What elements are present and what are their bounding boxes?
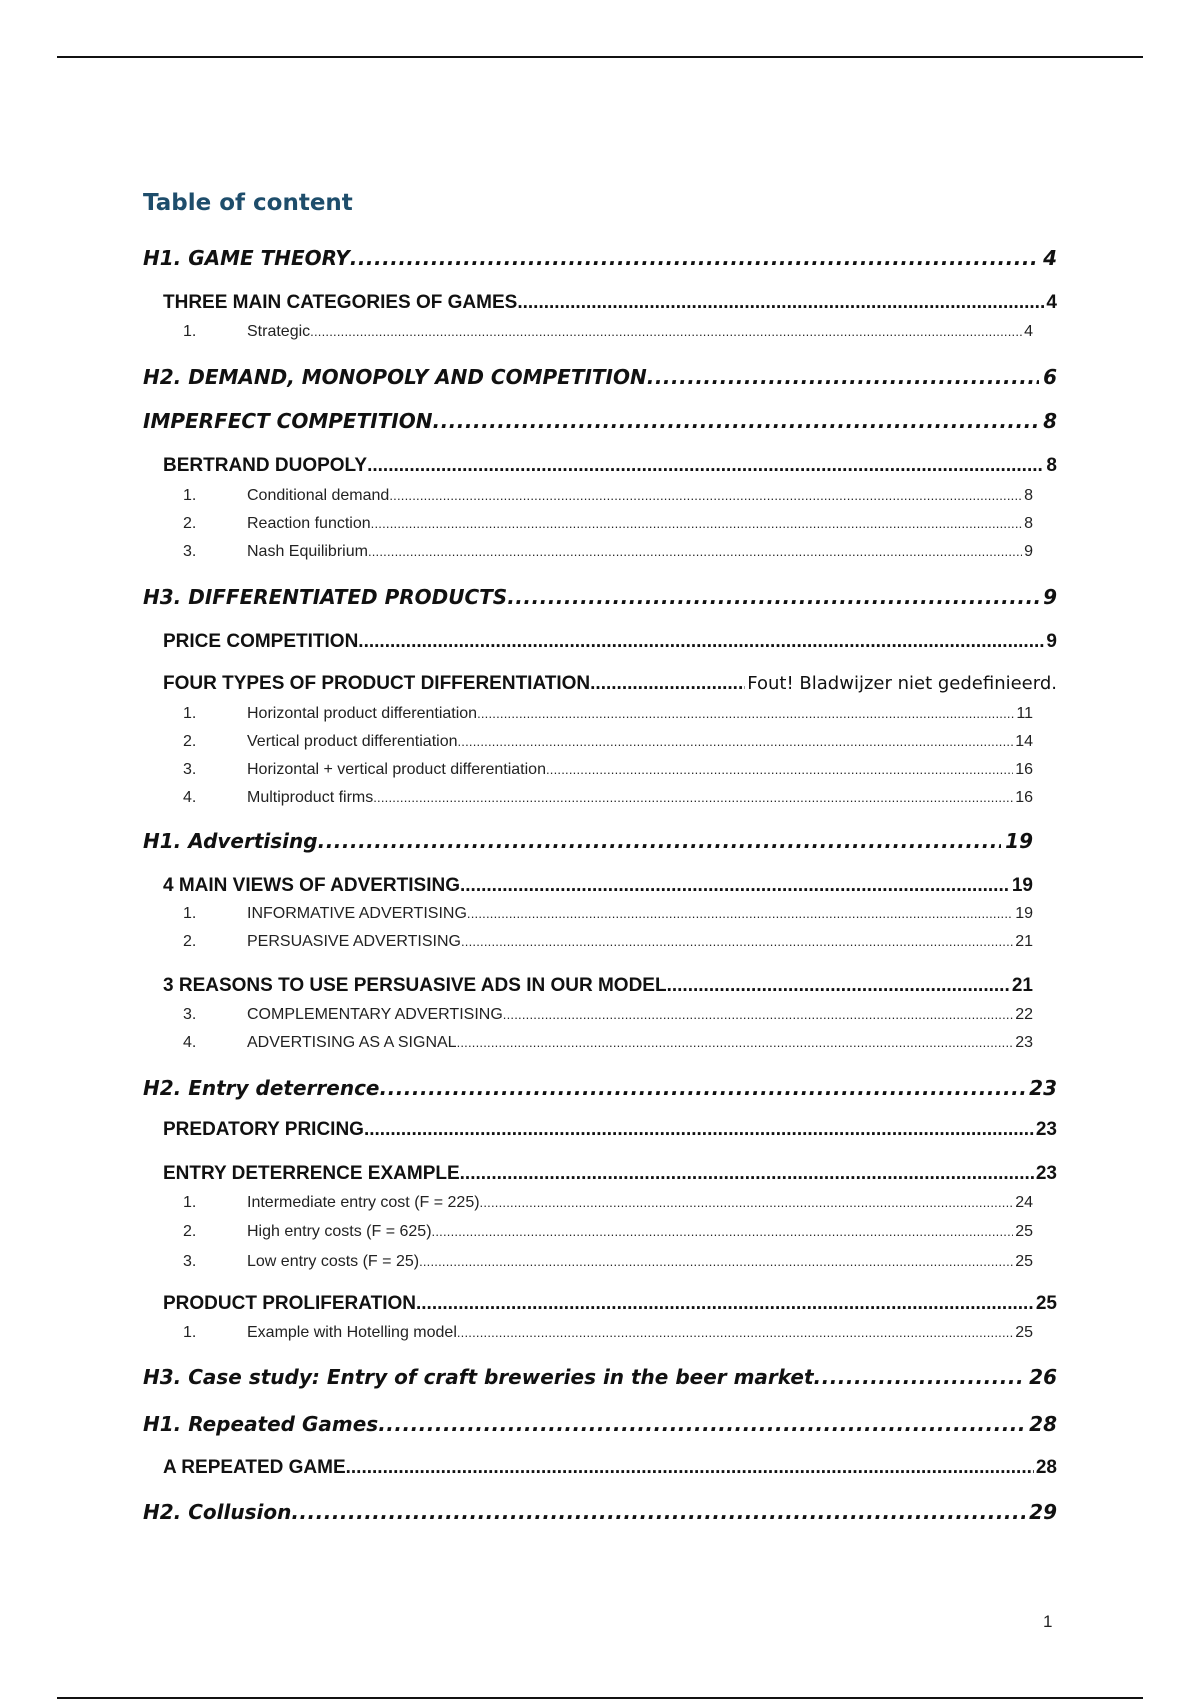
- leader-dots: [378, 1412, 1025, 1436]
- toc-entry-item[interactable]: [183, 515, 1033, 533]
- toc-entry-text: BERTRAND DUOPOLY: [163, 455, 368, 476]
- toc-entry-text: High entry costs (F = 625): [247, 1223, 432, 1240]
- toc-entry-h[interactable]: [143, 409, 1057, 433]
- toc-entry-section[interactable]: [163, 875, 1033, 897]
- toc-entry-text: PREDATORY PRICING: [163, 1119, 364, 1140]
- toc-entry-item[interactable]: [183, 1006, 1033, 1024]
- page-number: 1: [1043, 1612, 1053, 1631]
- toc-entry-number: 1.: [183, 487, 197, 504]
- toc-entry-text: H1. Advertising: [143, 829, 318, 853]
- toc-entry-item[interactable]: [183, 933, 1033, 951]
- toc-entry-page: 19: [1005, 829, 1033, 853]
- toc-entry-text: FOUR TYPES OF PRODUCT DIFFERENTIATION: [163, 673, 591, 694]
- toc-entry-text: INFORMATIVE ADVERTISING: [247, 905, 467, 922]
- toc-entry-item[interactable]: [183, 487, 1033, 505]
- toc-entry-text: Strategic: [247, 323, 311, 340]
- toc-entry-text: H3. Case study: Entry of craft breweries in the beer market: [143, 1365, 814, 1389]
- toc-entry-page: 25: [1015, 1324, 1033, 1341]
- toc-entry-page: 21: [1011, 975, 1033, 996]
- toc-entry-number: 3.: [183, 1006, 197, 1023]
- toc-entry-item[interactable]: [183, 543, 1033, 561]
- toc-entry-page: 6: [1043, 365, 1057, 389]
- toc-entry-text: ENTRY DETERRENCE EXAMPLE: [163, 1163, 460, 1184]
- leader-dots: [380, 1076, 1026, 1100]
- leader-dots: [480, 1195, 1014, 1210]
- toc-entry-page: 22: [1015, 1006, 1033, 1023]
- toc-entry-page: 16: [1015, 761, 1033, 778]
- toc-entry-page: 23: [1029, 1076, 1057, 1100]
- leader-dots: [367, 455, 1044, 477]
- toc-entry-h[interactable]: [143, 829, 1033, 853]
- toc-entry-text: Reaction function: [247, 515, 371, 532]
- toc-entry-section[interactable]: [163, 1163, 1057, 1185]
- toc-entry-section[interactable]: [163, 292, 1057, 314]
- toc-entry-number: 1.: [183, 905, 197, 922]
- toc-entry-text: H2. DEMAND, MONOPOLY AND COMPETITION: [143, 365, 647, 389]
- toc-entry-text: PRODUCT PROLIFERATION: [163, 1293, 416, 1314]
- leader-dots: [507, 585, 1039, 609]
- toc-entry-page: 25: [1015, 1223, 1033, 1240]
- toc-entry-section[interactable]: [163, 1457, 1057, 1479]
- leader-dots: [546, 762, 1013, 777]
- toc-entry-page: 29: [1029, 1500, 1057, 1524]
- toc-entry-item[interactable]: [183, 323, 1033, 341]
- toc-entry-text: Nash Equilibrium: [247, 543, 368, 560]
- toc-entry-page: 9: [1024, 543, 1033, 560]
- leader-dots: [373, 790, 1013, 805]
- toc-entry-number: 3.: [183, 543, 197, 560]
- toc-entry-text: ADVERTISING AS A SIGNAL: [247, 1034, 457, 1051]
- toc-title: Table of content: [143, 190, 353, 216]
- toc-entry-section[interactable]: [163, 673, 1057, 695]
- toc-entry-page: 25: [1035, 1293, 1057, 1314]
- leader-dots: [461, 934, 1013, 949]
- toc-entry-page: 4: [1043, 246, 1057, 270]
- toc-entry-item[interactable]: [183, 1194, 1033, 1212]
- toc-entry-number: 2.: [183, 1223, 197, 1240]
- toc-entry-section[interactable]: [163, 455, 1057, 477]
- toc-entry-page: 11: [1016, 705, 1033, 722]
- header-rule: [57, 56, 1143, 58]
- leader-dots: [647, 365, 1039, 389]
- leader-dots: [346, 1457, 1034, 1479]
- leader-dots: [350, 246, 1039, 270]
- leader-dots: [310, 324, 1022, 339]
- toc-entry-h[interactable]: [143, 1412, 1057, 1436]
- toc-entry-section[interactable]: [163, 1293, 1057, 1315]
- leader-dots: [371, 516, 1022, 531]
- toc-entry-page: 16: [1015, 789, 1033, 806]
- toc-entry-page: 9: [1046, 631, 1057, 652]
- toc-entry-page: 24: [1015, 1194, 1033, 1211]
- toc-entry-h[interactable]: [143, 365, 1057, 389]
- toc-entry-section[interactable]: [163, 1119, 1057, 1141]
- toc-entry-number: 1.: [183, 1194, 197, 1211]
- toc-entry-item[interactable]: [183, 733, 1033, 751]
- toc-entry-number: 3.: [183, 761, 197, 778]
- leader-dots: [291, 1500, 1025, 1524]
- toc-entry-page: 9: [1043, 585, 1057, 609]
- toc-entry-text: H2. Collusion: [143, 1500, 292, 1524]
- leader-dots: [458, 734, 1014, 749]
- leader-dots: [432, 409, 1039, 433]
- toc-entry-item[interactable]: [183, 1034, 1033, 1052]
- toc-entry-page: 8: [1043, 409, 1057, 433]
- toc-entry-number: 4.: [183, 789, 197, 806]
- leader-dots: [503, 1007, 1013, 1022]
- toc-entry-page: 8: [1046, 455, 1057, 476]
- toc-entry-text: Conditional demand: [247, 487, 390, 504]
- toc-entry-section[interactable]: [163, 631, 1057, 653]
- toc-entry-text: IMPERFECT COMPETITION: [143, 409, 433, 433]
- toc-entry-page: 19: [1011, 875, 1033, 896]
- footer-rule: [57, 1697, 1143, 1699]
- toc-entry-page: 28: [1035, 1457, 1057, 1478]
- toc-entry-text: H3. DIFFERENTIATED PRODUCTS: [143, 585, 508, 609]
- toc-entry-number: 1.: [183, 705, 197, 722]
- leader-dots: [467, 906, 1013, 921]
- toc-entry-page: 21: [1015, 933, 1033, 950]
- toc-entry-text: H1. GAME THEORY: [143, 246, 350, 270]
- toc-entry-h[interactable]: [143, 1076, 1057, 1100]
- toc-entry-text: Example with Hotelling model: [247, 1324, 457, 1341]
- toc-entry-number: 2.: [183, 933, 197, 950]
- toc-entry-text: 4 MAIN VIEWS OF ADVERTISING: [163, 875, 460, 896]
- toc-entry-page: 8: [1024, 487, 1033, 504]
- toc-entry-page: 28: [1029, 1412, 1057, 1436]
- leader-dots: [814, 1365, 1026, 1389]
- toc-entry-page: 8: [1024, 515, 1033, 532]
- toc-entry-text: H1. Repeated Games: [143, 1412, 379, 1436]
- leader-dots: [318, 829, 1002, 853]
- toc-entry-number: 4.: [183, 1034, 197, 1051]
- toc-entry-number: 1.: [183, 323, 197, 340]
- leader-dots: [457, 1325, 1013, 1340]
- leader-dots: [517, 292, 1044, 314]
- leader-dots: [590, 673, 745, 695]
- leader-dots: [460, 875, 1010, 897]
- toc-entry-number: 1.: [183, 1324, 197, 1341]
- toc-entry-text: Horizontal + vertical product differentiation: [247, 761, 546, 778]
- toc-entry-item[interactable]: [183, 761, 1033, 779]
- toc-entry-page: 25: [1015, 1253, 1033, 1270]
- leader-dots: [432, 1224, 1014, 1239]
- toc-entry-page: 19: [1015, 905, 1033, 922]
- toc-entry-text: 3 REASONS TO USE PERSUASIVE ADS IN OUR MODEL: [163, 975, 667, 996]
- toc-entry-item[interactable]: [183, 789, 1033, 807]
- toc-entry-text: Multiproduct firms: [247, 789, 374, 806]
- toc-entry-item[interactable]: [183, 705, 1033, 723]
- toc-entry-page: 14: [1015, 733, 1033, 750]
- toc-entry-text: PRICE COMPETITION: [163, 631, 359, 652]
- toc-entry-page: 23: [1015, 1034, 1033, 1051]
- toc-entry-h[interactable]: [143, 585, 1057, 609]
- toc-entry-text: COMPLEMENTARY ADVERTISING: [247, 1006, 503, 1023]
- toc-entry-page: 4: [1046, 292, 1057, 313]
- toc-entry-page-error: Fout! Bladwijzer niet gedefinieerd.: [747, 673, 1057, 694]
- toc-entry-h[interactable]: [143, 246, 1057, 270]
- toc-entry-text: Intermediate entry cost (F = 225): [247, 1194, 480, 1211]
- leader-dots: [477, 706, 1014, 721]
- toc-entry-page: 4: [1024, 323, 1033, 340]
- toc-entry-item[interactable]: [183, 1223, 1033, 1241]
- leader-dots: [389, 488, 1022, 503]
- toc-entry-text: PERSUASIVE ADVERTISING: [247, 933, 461, 950]
- toc-entry-number: 3.: [183, 1253, 197, 1270]
- toc-entry-text: A REPEATED GAME: [163, 1457, 346, 1478]
- toc-entry-text: Low entry costs (F = 25): [247, 1253, 420, 1270]
- toc-entry-page: 23: [1035, 1119, 1057, 1140]
- toc-entry-item[interactable]: [183, 905, 1033, 923]
- toc-entry-text: H2. Entry deterrence: [143, 1076, 380, 1100]
- leader-dots: [368, 544, 1022, 559]
- leader-dots: [457, 1035, 1014, 1050]
- leader-dots: [358, 631, 1044, 653]
- toc-entry-number: 2.: [183, 515, 197, 532]
- toc-entry-section[interactable]: [163, 975, 1033, 997]
- toc-entry-h[interactable]: [143, 1500, 1057, 1524]
- toc-entry-number: 2.: [183, 733, 197, 750]
- toc-entry-text: Vertical product differentiation: [247, 733, 458, 750]
- leader-dots: [667, 975, 1010, 997]
- toc-entry-page: 23: [1035, 1163, 1057, 1184]
- toc-entry-page: 26: [1029, 1365, 1057, 1389]
- toc-entry-h[interactable]: [143, 1365, 1057, 1389]
- toc-entry-item[interactable]: [183, 1324, 1033, 1342]
- toc-entry-item[interactable]: [183, 1253, 1033, 1271]
- leader-dots: [416, 1293, 1034, 1315]
- toc-entry-text: Horizontal product differentiation: [247, 705, 478, 722]
- leader-dots: [419, 1254, 1013, 1269]
- leader-dots: [364, 1119, 1034, 1141]
- toc-entry-text: THREE MAIN CATEGORIES OF GAMES: [163, 292, 518, 313]
- leader-dots: [460, 1163, 1034, 1185]
